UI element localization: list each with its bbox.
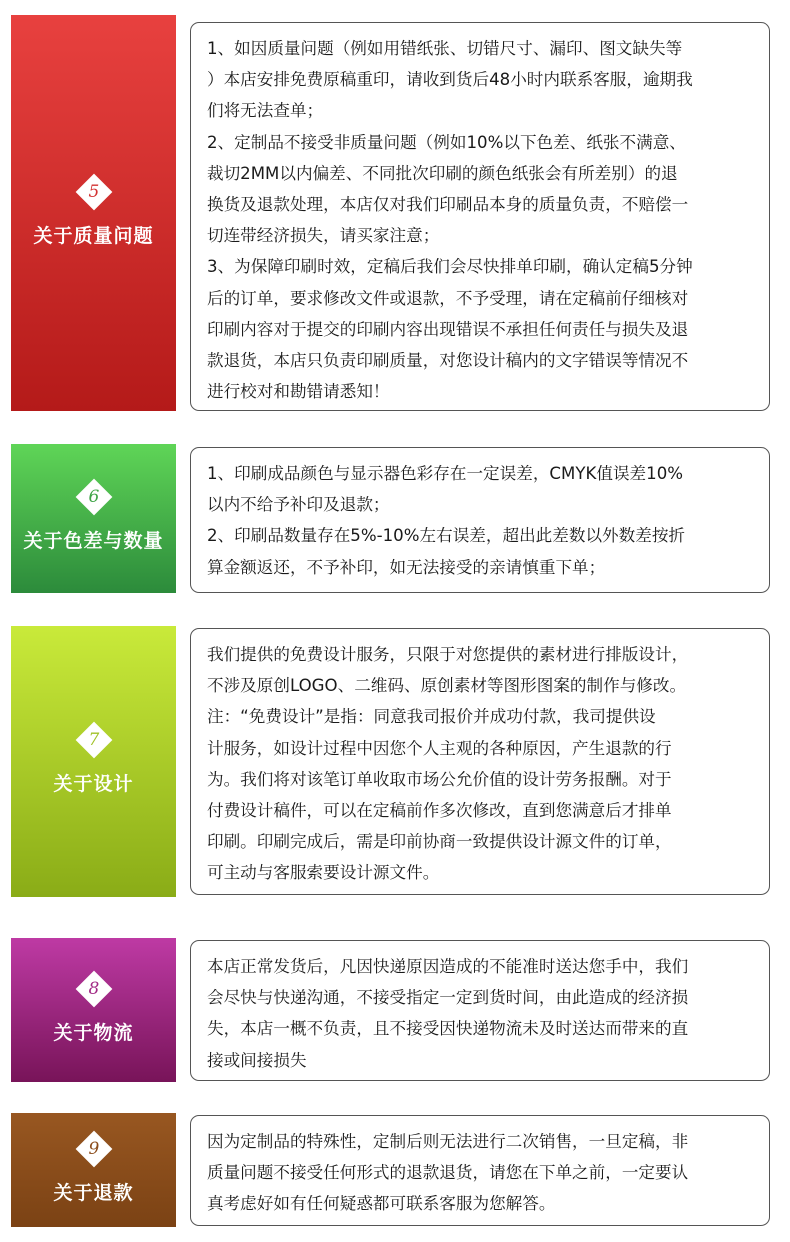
section-badge	[11, 1113, 176, 1227]
section-text-box	[190, 1115, 770, 1226]
section-badge	[11, 626, 176, 897]
section-text: 1、如因质量问题（例如用错纸张、切错尺寸、漏印、图文缺失等 ）本店安排免费原稿重印，请收到货后48小时内联系客服，逾期我 们将无法查单； 2、定制品不接受非质量问题（例如10%以下色差、纸张不满意、 裁切2MM以内偏差、不同批次印刷的颜色纸张会有所差别）的退 换货及退款处理，本店仅对我们印刷品本身的质量负责，不赔偿一 切连带经济损失，请买家注意； 3、为保障印刷时效，定稿后我们会尽快排单印刷，确认定稿5分钟 后的订单，要求修改文件或退款，不予受理，请在定稿前仔细核对 印刷内容对于提交的印刷内容出现错误不承担任何责任与损失及退 款退货，本店只负责印刷质量，对您设计稿内的文字错误等情况不 进行校对和勘错请悉知！	[207, 39, 693, 402]
diamond-number-icon: 5	[75, 173, 112, 210]
section-badge	[11, 938, 176, 1082]
diamond-number-icon: 9	[75, 1130, 112, 1167]
section-text-box	[190, 628, 770, 895]
diamond-number-icon: 8	[75, 970, 112, 1007]
section-title: 关于设计	[53, 773, 134, 795]
section-text-box	[190, 22, 770, 411]
diamond-number-icon: 7	[75, 722, 112, 759]
section-title: 关于色差与数量	[23, 530, 164, 552]
section-badge	[11, 15, 176, 411]
section-text-box	[190, 447, 770, 593]
section-text: 1、印刷成品颜色与显示器色彩存在一定误差，CMYK值误差10% 以内不给予补印及退款； 2、印刷品数量存在5%-10%左右误差，超出此差数以外数差按折 算金额返还，不予补印，如无法接受的亲请慎重下单；	[207, 464, 686, 577]
section-text: 本店正常发货后，凡因快递原因造成的不能准时送达您手中，我们 会尽快与快递沟通，不接受指定一定到货时间，由此造成的经济损 失，本店一概不负责，且不接受因快递物流未及时送达而带来的直 接或间接损失	[207, 957, 689, 1070]
section-title: 关于退款	[53, 1181, 134, 1204]
section-title: 关于物流	[53, 1021, 134, 1044]
diamond-number-icon: 6	[75, 479, 112, 516]
section-badge	[11, 444, 176, 593]
section-text: 因为定制品的特殊性，定制后则无法进行二次销售，一旦定稿，非 质量问题不接受任何形式的退款退货，请您在下单之前，一定要认 真考虑好如有任何疑惑都可联系客服为您解答。	[207, 1132, 689, 1214]
section-text-box	[190, 940, 770, 1081]
section-text: 我们提供的免费设计服务，只限于对您提供的素材进行排版设计， 不涉及原创LOGO、二维码、原创素材等图形图案的制作与修改。 注：“免费设计”是指：同意我司报价并成功付款，我司提供设 计服务，如设计过程中因您个人主观的各种原因，产生退款的行 为。我们将对该笔订单收取市场公允价值的设计劳务报酬。对于 付费设计稿件，可以在定稿前作多次修改，直到您满意后才排单 印刷。印刷完成后，需是印前协商一致提供设计源文件的订单， 可主动与客服索要设计源文件。	[207, 645, 689, 883]
section-title: 关于质量问题	[33, 224, 154, 247]
